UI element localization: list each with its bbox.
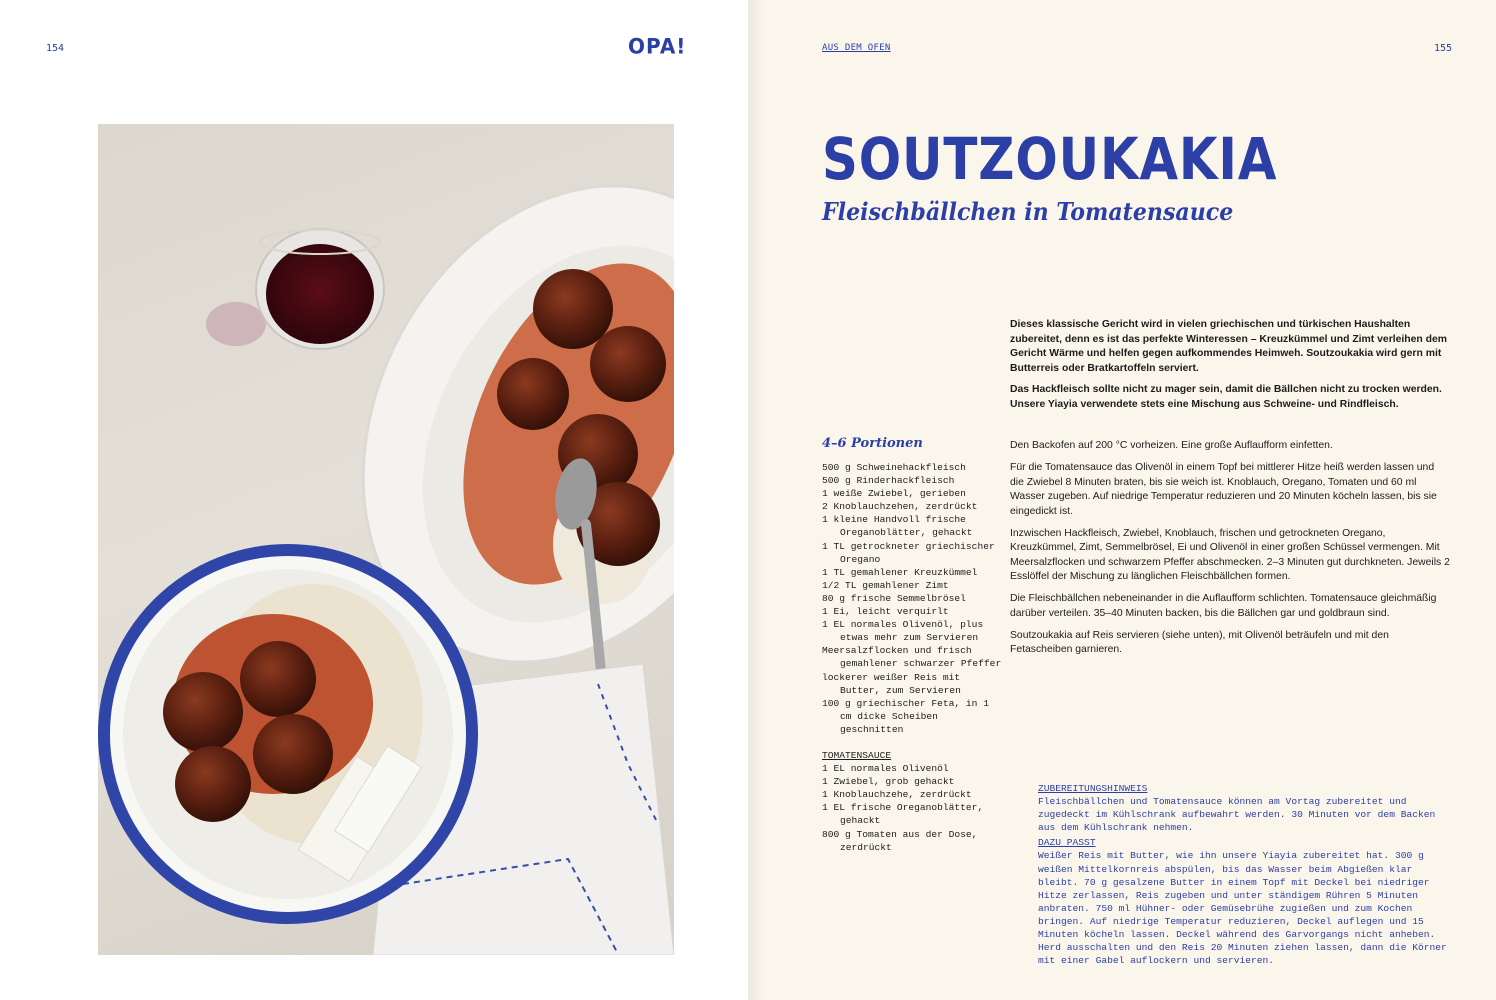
sauce-ingredient-item: 1 Knoblauchzehe, zerdrückt: [822, 789, 972, 801]
sauce-ingredient-item: 1 EL frische Oreganoblätter, gehackt: [822, 802, 984, 827]
ingredient-item: 500 g Schweinehackfleisch: [822, 462, 966, 473]
portions-label: 4–6 Portionen: [822, 436, 923, 451]
ingredient-item: 100 g griechischer Feta, in 1 cm dicke Scheiben geschnitten: [822, 697, 989, 735]
note-text: Fleischbällchen und Tomatensauce können am Vortag zubereitet und zugedeckt im Kühlschrank aufbewahrt werden. 30 Minuten vor dem Backen aus dem Kühlschrank nehmen.: [1038, 796, 1436, 834]
ingredient-item: 80 g frische Semmelbrösel: [822, 592, 966, 604]
method-steps: [1010, 439, 1450, 665]
pairing-text: Weißer Reis mit Butter, wie ihn unsere Yiayia zubereitet hat. 300 g weißen Mittelkornreis abspülen, bis das Wasser beim Abgießen klar bleibt. 70 g gesalzene Butter in einem Topf mit Deckel bei niedriger Hitze zerlassen, Reis zugeben und unter ständigem Rühren 5 Minuten anbraten. 750 ml Hühner- oder Gemüsebrühe zugießen und zum Kochen bringen. Auf niedrige Temperatur reduzieren, Deckel auflegen und 15 Minuten köcheln lassen. Deckel während des Garvorgangs nicht anheben. Herd ausschalten und den Reis 20 Minuten ziehen lassen, dann die Körner mit einer Gabel auflockern und servieren.: [1038, 850, 1447, 967]
ingredient-item: 1 EL normales Olivenöl, plus etwas mehr zum Servieren: [822, 619, 984, 644]
page-number-right: 155: [1434, 43, 1453, 54]
ingredient-item: Meersalzflocken und frisch gemahlener schwarzer Pfeffer: [822, 645, 1002, 670]
pairing-heading: DAZU PASST: [1038, 837, 1096, 849]
sauce-ingredient-item: 1 EL normales Olivenöl: [822, 763, 949, 775]
wine-glass: [256, 229, 384, 349]
recipe-title: SOUTZOUKAKIA: [822, 125, 1278, 193]
blue-rim-plate: [100, 546, 476, 922]
intro-paragraph: Das Hackfleisch sollte nicht zu mager sein, damit die Bällchen nicht zu trocken werden. Unsere Yiayia verwendete stets eine Mischung aus Schweine- und Rindfleisch.: [1010, 384, 1442, 410]
ingredient-item: 2 Knoblauchzehen, zerdrückt: [822, 501, 978, 513]
note-heading: ZUBEREITUNGSHINWEIS: [1038, 783, 1148, 794]
recipe-subtitle: Fleischbällchen in Tomatensauce: [822, 197, 1234, 226]
ingredient-item: lockerer weißer Reis mit Butter, zum Servieren: [822, 671, 961, 696]
ingredient-item: 1 weiße Zwiebel, gerieben: [822, 488, 966, 500]
ingredient-item: 1 kleine Handvoll frische Oreganoblätter, gehackt: [822, 514, 973, 539]
method-step: Den Backofen auf 200 °C vorheizen. Eine große Auflaufform einfetten.: [1010, 440, 1333, 451]
recipe-intro: [1010, 318, 1450, 419]
sauce-heading: TOMATENSAUCE: [822, 749, 892, 761]
wine-stain: [206, 302, 266, 346]
ingredient-list: [822, 461, 1002, 854]
method-step: Inzwischen Hackfleisch, Zwiebel, Knoblauch, frischen und getrockneten Oregano, Kreuzkümmel, Zimt, Semmelbrösel, Ei und Olivenöl in einer großen Schüssel vermengen. Mit Meersalzflocken und schwarzem Pfeffer abschmecken. 2–3 Minuten gut durchkneten. Jeweils 2 Esslöffel der Mischung zu länglichen Fleischbällchen formen.: [1010, 527, 1450, 582]
ingredient-item: 1 TL getrockneter griechischer Oregano: [822, 540, 995, 565]
ingredient-item: 1/2 TL gemahlener Zimt: [822, 579, 949, 591]
method-step: Die Fleischbällchen nebeneinander in die Auflaufform schlichten. Tomatensauce gleichmäßig darüber verteilen. 35–40 Minuten backen, bis die Bällchen gar und goldbraun sind.: [1010, 593, 1437, 619]
recipe-notes: [1038, 782, 1452, 969]
book-brand: OPA!: [628, 33, 687, 59]
page-number-left: 154: [46, 43, 65, 54]
food-photo: [98, 124, 674, 955]
book-gutter: [748, 0, 766, 1000]
sauce-ingredient-item: 800 g Tomaten aus der Dose, zerdrückt: [822, 828, 978, 853]
ingredient-item: 1 Ei, leicht verquirlt: [822, 606, 949, 618]
method-step: Soutzoukakia auf Reis servieren (siehe unten), mit Olivenöl beträufeln und mit den Fetascheiben garnieren.: [1010, 629, 1389, 655]
running-head: AUS DEM OFEN: [822, 43, 891, 53]
method-step: Für die Tomatensauce das Olivenöl in einem Topf bei mittlerer Hitze heiß werden lassen und die Zwiebel 8 Minuten braten, bis sie weich ist. Knoblauch, Oregano, Tomaten und 60 ml Wasser zugeben. Auf niedrige Temperatur reduzieren und 20 Minuten köcheln lassen, bis sie eingedickt ist.: [1010, 462, 1437, 517]
ingredient-item: 1 TL gemahlener Kreuzkümmel: [822, 566, 978, 578]
sauce-ingredient-item: 1 Zwiebel, grob gehackt: [822, 776, 955, 788]
ingredient-item: 500 g Rinderhackfleisch: [822, 475, 955, 487]
intro-paragraph: Dieses klassische Gericht wird in vielen griechischen und türkischen Haushalten zubereitet, denn es ist das perfekte Winteressen – Kreuzkümmel und Zimt verleihen dem Gericht Wärme und helfen gegen aufkommendes Heimweh. Soutzoukakia wird gern mit Butterreis oder Bratkartoffeln serviert.: [1010, 319, 1448, 374]
food-photo-illustration: [98, 124, 674, 955]
